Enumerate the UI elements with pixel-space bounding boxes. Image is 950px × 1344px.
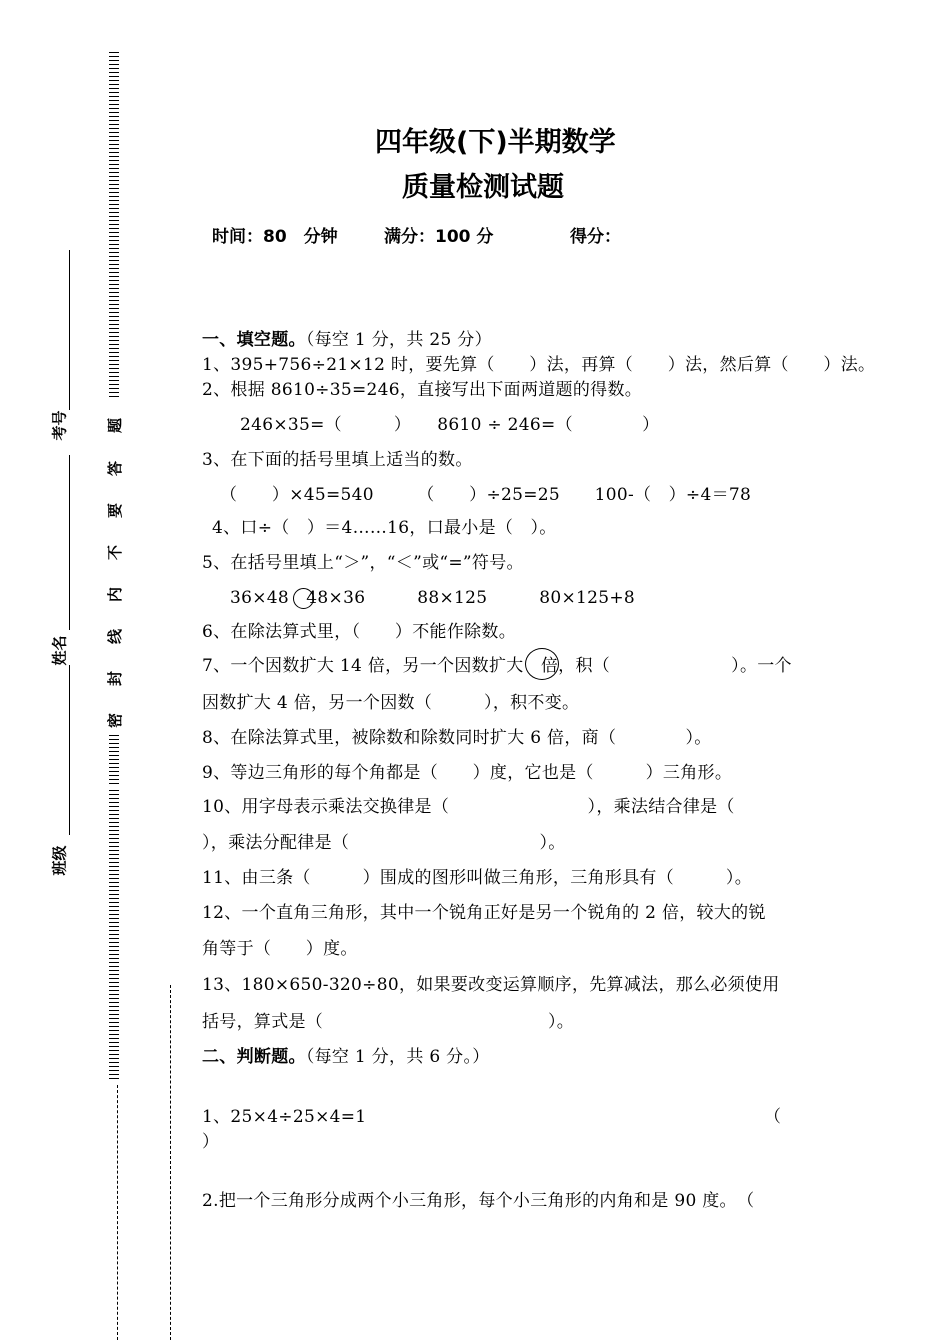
warning-char-0: 题 (106, 417, 125, 434)
warning-char-3: 不 (106, 544, 125, 561)
q10-line2: ），乘法分配律是（ ）。 (202, 833, 566, 853)
page-title-line2: 质量检测试题 (402, 172, 564, 203)
q2-line: 2、根据 8610÷35=246，直接写出下面两道题的得数。 (202, 380, 643, 400)
q7-line: 7、一个因数扩大 14 倍，另一个因数扩大 倍，积（ ）。一个 (202, 656, 792, 676)
compare-circle[interactable] (293, 588, 314, 609)
q11-line: 11、由三条（ ）围成的图形叫做三角形，三角形具有（ ）。 (202, 868, 753, 888)
name-label: 姓名 (50, 635, 69, 666)
exam-no-label: 考号 (50, 410, 69, 441)
name-line (69, 455, 70, 630)
q13-line2: 括号，算式是（ ）。 (202, 1012, 575, 1032)
q3-line: 3、在下面的括号里填上适当的数。 (202, 450, 473, 470)
cut-line-right (170, 985, 171, 1340)
warning-char-6: 封 (106, 670, 125, 687)
warning-char-7: 密 (106, 712, 125, 729)
q2-sub-line: 246×35=（ ） 8610 ÷ 246=（ ） (240, 415, 660, 435)
hatch-border-bottom (109, 790, 119, 1080)
cut-line-left (117, 1085, 118, 1340)
hatch-border-top (109, 52, 119, 400)
exam-full-score: 满分：100 分 (384, 227, 494, 247)
class-line (69, 665, 70, 835)
judge-q1-close: ） (202, 1132, 220, 1152)
judge-q2: 2.把一个三角形分成两个小三角形，每个小三角形的内角和是 90 度。 （ (202, 1191, 755, 1211)
judge-q1-open: （ (764, 1107, 782, 1127)
warning-char-5: 线 (106, 628, 125, 645)
hatch-border-middle (109, 735, 119, 785)
exam-no-line (69, 250, 70, 410)
page-title-line1: 四年级(下)半期数学 (375, 127, 616, 158)
q3-sub-line: （ ）×45=540 （ ）÷25=25 100-（ ）÷4＝78 (220, 485, 752, 505)
q12-line: 12、一个直角三角形，其中一个锐角正好是另一个锐角的 2 倍，较大的锐 (202, 903, 766, 923)
q13-line: 13、180×650-320÷80，如果要改变运算顺序，先算减法，那么必须使用 (202, 975, 780, 995)
class-label: 班级 (50, 845, 69, 876)
warning-char-1: 答 (106, 460, 125, 477)
q4-line: 4、口÷（ ）＝4……16，口最小是（ ）。 (212, 518, 557, 538)
section1-note: （每空 1 分，共 25 分） (305, 330, 492, 350)
q1-line: 1、395+756÷21×12 时，要先算（ ）法，再算（ ）法，然后算（ ）法。 (202, 355, 876, 375)
exam-time: 时间：80 分钟 (212, 227, 338, 247)
q8-line: 8、在除法算式里，被除数和除数同时扩大 6 倍，商（ ）。 (202, 728, 712, 748)
q7-line2: 因数扩大 4 倍，另一个因数（ ），积不变。 (202, 693, 580, 713)
q5-sub-line: 36×48 48×36 88×125 80×125+8 (230, 588, 636, 608)
section1-heading (202, 325, 492, 350)
section2-header: 二、判断题。 (202, 1047, 306, 1067)
exam-score-obtained: 得分： (570, 227, 621, 247)
q6-line: 6、在除法算式里，（ ）不能作除数。 (202, 622, 517, 642)
judge-q1: 1、25×4÷25×4=1 (202, 1107, 367, 1127)
section2-heading (202, 1042, 490, 1067)
warning-char-2: 要 (106, 502, 125, 519)
section2-note: （每空 1 分，共 6 分。） (305, 1047, 490, 1067)
q10-line: 10、用字母表示乘法交换律是（ ），乘法结合律是（ (202, 797, 735, 817)
answer-circle[interactable] (525, 648, 559, 680)
section1-header: 一、填空题。 (202, 330, 306, 350)
q5-line: 5、在括号里填上“＞”，“＜”或“=”符号。 (202, 553, 524, 573)
q9-line: 9、等边三角形的每个角都是（ ）度，它也是（ ）三角形。 (202, 763, 733, 783)
warning-char-4: 内 (106, 586, 125, 603)
q12-line2: 角等于（ ）度。 (202, 939, 358, 959)
